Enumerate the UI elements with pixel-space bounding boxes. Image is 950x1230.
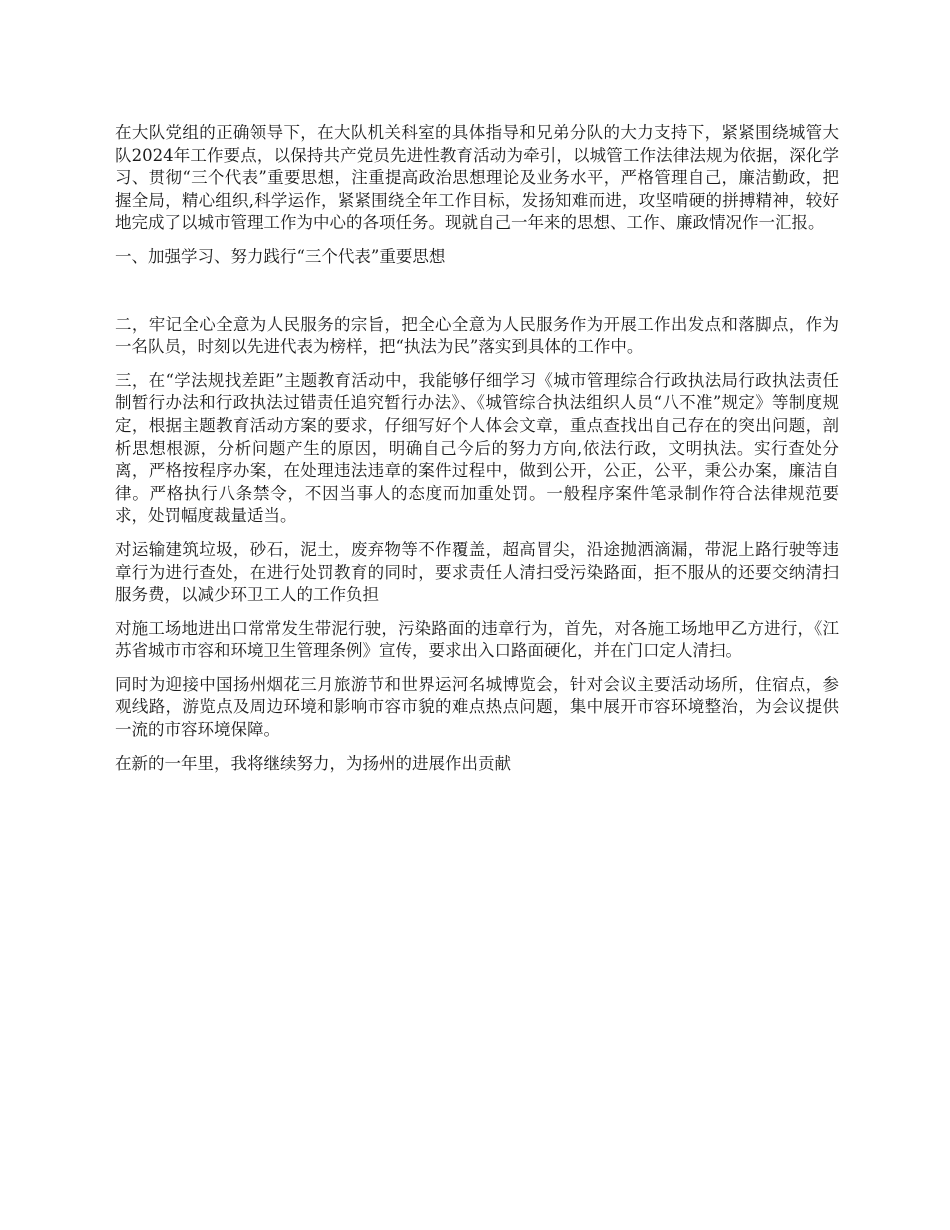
paragraph-section-3: 三，在“学法规找差距”主题教育活动中，我能够仔细学习《城市管理综合行政执法局行政执法责任制暂行办法和行政执法过错责任追究暂行办法》、《城管综合执法组织人员“八不准”规定》等制度规定，根据主题教育活动方案的要求，仔细写好个人体会文章，重点查找出自己存在的突出问题，剖析思想根源，分析问题产生的原因，明确自己今后的努力方向,依法行政，文明执法。实行查处分离，严格按程序办案，在处理违法违章的案件过程中，做到公开，公正，公平，秉公办案，廉洁自律。严格执行八条禁令，不因当事人的态度而加重处罚。一般程序案件笔录制作符合法律规范要求，处罚幅度裁量适当。 xyxy=(115,370,839,526)
paragraph-section-2: 二，牢记全心全意为人民服务的宗旨，把全心全意为人民服务作为开展工作出发点和落脚点，作为一名队员，时刻以先进代表为榜样，把“执法为民”落实到具体的工作中。 xyxy=(115,314,839,357)
paragraph-festival-preparation: 同时为迎接中国扬州烟花三月旅游节和世界运河名城博览会，针对会议主要活动场所，住宿点，参观线路，游览点及周边环境和影响市容市貌的难点热点问题，集中展开市容环境整治，为会议提供一流的市容环境保障。 xyxy=(115,674,839,740)
paragraph-transport-waste: 对运输建筑垃圾，砂石，泥土，废弃物等不作覆盖，超高冒尖，沿途抛洒滴漏，带泥上路行驶等违章行为进行查处，在进行处罚教育的同时，要求责任人清扫受污染路面，拒不服从的还要交纳清扫服务费，以减少环卫工人的工作负担 xyxy=(115,539,839,605)
paragraph-closing: 在新的一年里，我将继续努力，为扬州的进展作出贡献 xyxy=(115,753,511,773)
document-body xyxy=(115,122,839,786)
paragraph-construction-sites: 对施工场地进出口常常发生带泥行驶，污染路面的违章行为，首先，对各施工场地甲乙方进行，《江苏省城市市容和环境卫生管理条例》宣传，要求出入口路面硬化，并在门口定人清扫。 xyxy=(115,618,839,661)
section-heading-1: 一、加强学习、努力践行“三个代表”重要思想 xyxy=(115,246,446,266)
paragraph-intro: 在大队党组的正确领导下，在大队机关科室的具体指导和兄弟分队的大力支持下，紧紧围绕城管大队2024年工作要点，以保持共产党员先进性教育活动为牵引，以城管工作法律法规为依据，深化学习、贯彻“三个代表”重要思想，注重提高政治思想理论及业务水平，严格管理自己，廉洁勤政，把握全局，精心组织,科学运作，紧紧围绕全年工作目标，发扬知难而进，攻坚啃硬的拼搏精神，较好地完成了以城市管理工作为中心的各项任务。现就自己一年来的思想、工作、廉政情况作一汇报。 xyxy=(115,123,839,233)
